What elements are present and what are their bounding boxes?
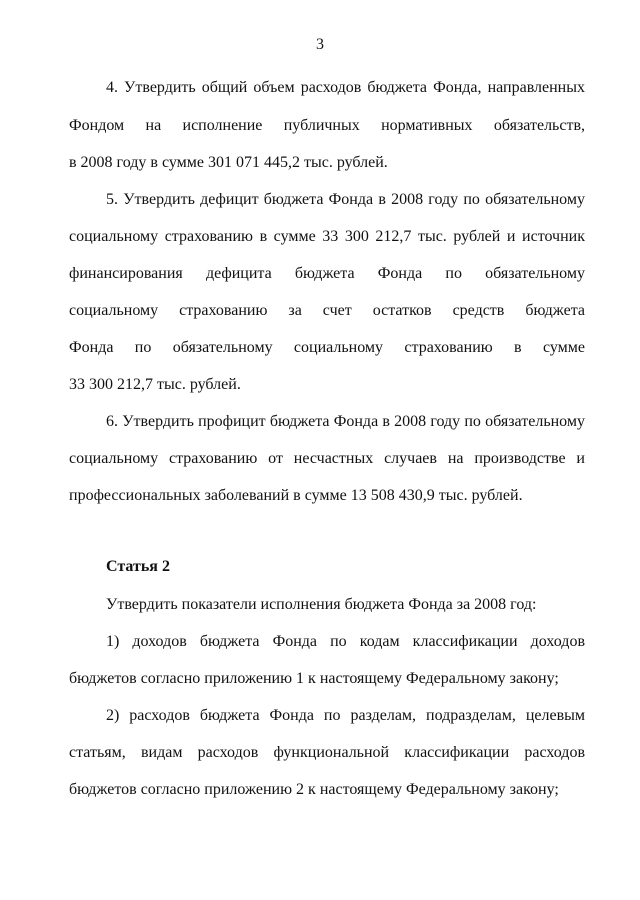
- clause-4-line-3: в 2008 году в сумме 301 071 445,2 тыс. рублей.: [69, 154, 388, 171]
- clause-6-line-1: 6. Утвердить профицит бюджета Фонда в 2008 году по обязательному: [106, 413, 585, 430]
- clause-5-line-5: Фонда по обязательному социальному страхованию в сумме: [69, 339, 585, 356]
- clause-5-line-2: социальному страхованию в сумме 33 300 212,7 тыс. рублей и источник: [69, 228, 585, 245]
- item-1-line-1: 1) доходов бюджета Фонда по кодам классификации доходов: [106, 633, 585, 650]
- item-2-line-3: бюджетов согласно приложению 2 к настоящему Федеральному закону;: [69, 781, 559, 798]
- page-number: 3: [316, 36, 324, 53]
- item-1-line-2: бюджетов согласно приложению 1 к настоящему Федеральному закону;: [69, 670, 559, 687]
- clause-4-line-2: Фондом на исполнение публичных нормативных обязательств,: [69, 117, 585, 134]
- clause-5-line-6: 33 300 212,7 тыс. рублей.: [69, 376, 241, 393]
- clause-4-line-1: 4. Утвердить общий объем расходов бюджета Фонда, направленных: [106, 79, 585, 96]
- clause-6-line-3: профессиональных заболеваний в сумме 13 508 430,9 тыс. рублей.: [69, 487, 523, 504]
- article-2-intro: Утвердить показатели исполнения бюджета Фонда за 2008 год:: [106, 596, 537, 613]
- clause-6-line-2: социальному страхованию от несчастных случаев на производстве и: [69, 450, 585, 467]
- item-2-line-2: статьям, видам расходов функциональной классификации расходов: [69, 744, 585, 761]
- clause-5-line-3: финансирования дефицита бюджета Фонда по обязательному: [69, 265, 585, 282]
- clause-5-line-1: 5. Утвердить дефицит бюджета Фонда в 2008 году по обязательному: [106, 191, 585, 208]
- clause-5-line-4: социальному страхованию за счет остатков средств бюджета: [69, 302, 585, 319]
- article-2-heading: Статья 2: [106, 558, 170, 575]
- item-2-line-1: 2) расходов бюджета Фонда по разделам, подразделам, целевым: [106, 707, 585, 724]
